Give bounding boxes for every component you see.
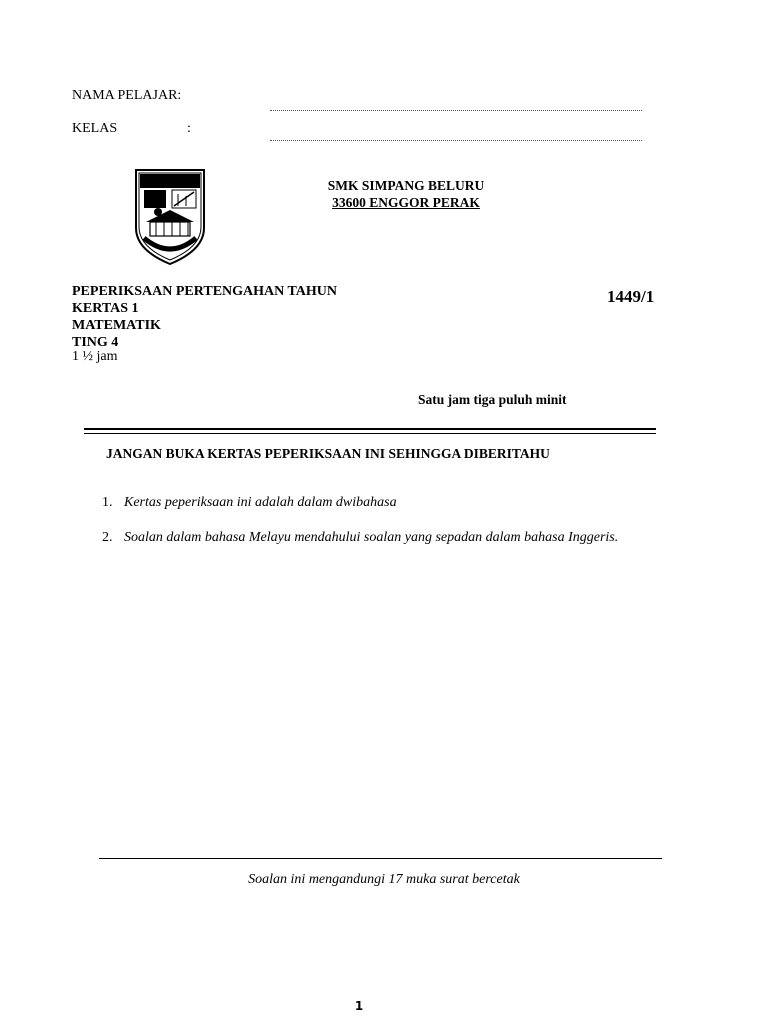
class-field[interactable] <box>270 140 642 141</box>
student-name-label: NAMA PELAJAR: <box>72 88 182 103</box>
class-colon: : <box>187 121 191 136</box>
exam-subject: MATEMATIK <box>72 318 161 333</box>
exam-paper: KERTAS 1 <box>72 301 139 316</box>
footer-rule <box>99 858 662 859</box>
divider-bottom <box>84 433 656 434</box>
school-logo <box>134 168 206 266</box>
instruction-text: Soalan dalam bahasa Melayu mendahului soalan yang sepadan dalam bahasa Inggeris. <box>124 530 619 545</box>
student-name-field[interactable] <box>270 110 642 111</box>
footer-note: Soalan ini mengandungi 17 muka surat bercetak <box>248 872 520 887</box>
divider-top <box>84 428 656 430</box>
instruction-number: 1. <box>102 495 113 510</box>
exam-duration-words: Satu jam tiga puluh minit <box>418 392 567 407</box>
warning-text: JANGAN BUKA KERTAS PEPERIKSAAN INI SEHINGGA DIBERITAHU <box>106 446 550 461</box>
school-name: SMK SIMPANG BELURU <box>327 178 485 193</box>
exam-form: TING 4 <box>72 335 119 350</box>
instruction-text: Kertas peperiksaan ini adalah dalam dwibahasa <box>124 495 397 510</box>
exam-code: 1449/1 <box>607 287 655 306</box>
school-address <box>276 195 536 211</box>
exam-title: PEPERIKSAAN PERTENGAHAN TAHUN <box>72 284 338 299</box>
school-address-text: 33600 ENGGOR PERAK <box>332 195 480 210</box>
class-label: KELAS <box>72 121 118 136</box>
page-number: 1 <box>354 999 364 1013</box>
instruction-number: 2. <box>102 530 113 545</box>
exam-duration: 1 ½ jam <box>72 349 118 364</box>
